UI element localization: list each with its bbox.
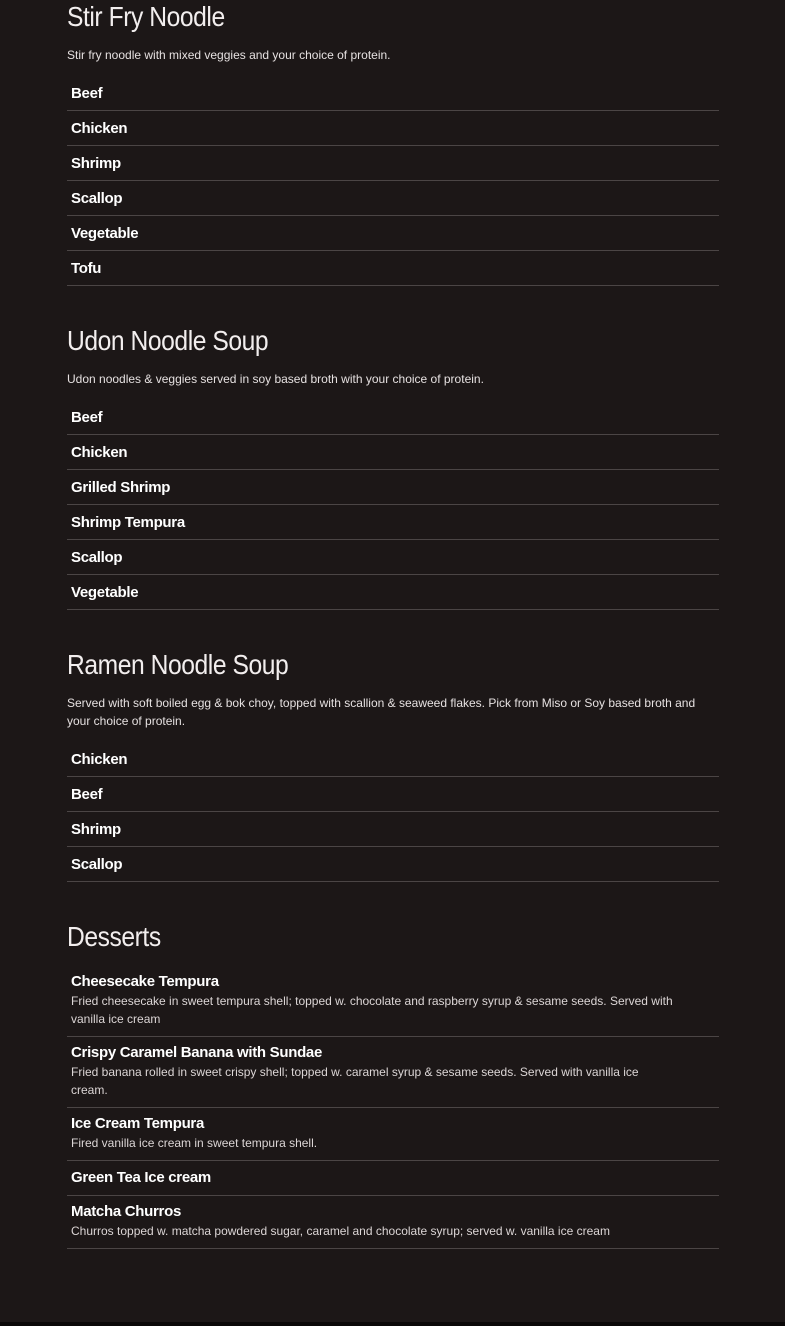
section-title: Udon Noodle Soup	[67, 325, 269, 356]
section-description: Udon noodles & veggies served in soy based broth with your choice of protein.	[67, 372, 484, 386]
item-name: Matcha Churros	[71, 1203, 181, 1220]
item-name: Scallop	[71, 549, 123, 566]
section-title: Desserts	[67, 921, 161, 952]
section-ramen-noodle-soup	[67, 648, 719, 882]
item-name: Shrimp	[71, 821, 121, 838]
menu-item[interactable]	[67, 575, 719, 610]
menu-item[interactable]	[67, 216, 719, 251]
item-description: Fried cheesecake in sweet tempura shell; topped w. chocolate and raspberry syrup & sesame seeds. Served with vanilla ice cream	[71, 994, 673, 1026]
menu-item[interactable]	[67, 146, 719, 181]
section-udon-noodle-soup	[67, 324, 719, 610]
item-list	[67, 966, 719, 1249]
item-description: Fired vanilla ice cream in sweet tempura shell.	[71, 1136, 318, 1150]
item-name: Crispy Caramel Banana with Sundae	[71, 1044, 323, 1061]
item-description: Fried banana rolled in sweet crispy shell; topped w. caramel syrup & sesame seeds. Served with vanilla ice cream.	[71, 1065, 639, 1097]
menu-item[interactable]	[67, 812, 719, 847]
section-stir-fry-noodle	[67, 0, 719, 286]
item-name: Vegetable	[71, 584, 139, 601]
menu-item[interactable]	[67, 181, 719, 216]
item-name: Cheesecake Tempura	[71, 973, 219, 990]
item-name: Beef	[71, 85, 103, 102]
item-name: Scallop	[71, 190, 123, 207]
item-name: Beef	[71, 409, 103, 426]
item-list	[67, 742, 719, 882]
menu-item[interactable]	[67, 1161, 719, 1196]
menu-item[interactable]	[67, 435, 719, 470]
item-name: Grilled Shrimp	[71, 479, 171, 496]
footer-bar	[0, 1322, 785, 1326]
menu-item[interactable]	[67, 251, 719, 286]
menu-item[interactable]	[67, 1037, 719, 1108]
section-title: Stir Fry Noodle	[67, 1, 225, 32]
item-name: Ice Cream Tempura	[71, 1115, 205, 1132]
item-name: Beef	[71, 786, 103, 803]
item-name: Shrimp Tempura	[71, 514, 185, 531]
item-name: Chicken	[71, 444, 128, 461]
item-name: Vegetable	[71, 225, 139, 242]
item-name: Chicken	[71, 751, 128, 768]
section-description: Served with soft boiled egg & bok choy, topped with scallion & seaweed flakes. Pick from Miso or Soy based broth and your choice of protein.	[67, 696, 696, 728]
menu-item[interactable]	[67, 505, 719, 540]
menu-item[interactable]	[67, 470, 719, 505]
menu-item[interactable]	[67, 777, 719, 812]
menu-item[interactable]	[67, 966, 719, 1037]
item-name: Chicken	[71, 120, 128, 137]
menu-item[interactable]	[67, 540, 719, 575]
menu-item[interactable]	[67, 847, 719, 882]
section-description: Stir fry noodle with mixed veggies and your choice of protein.	[67, 48, 391, 62]
item-list	[67, 400, 719, 610]
menu-item[interactable]	[67, 76, 719, 111]
menu-item[interactable]	[67, 111, 719, 146]
item-name: Shrimp	[71, 155, 121, 172]
section-title: Ramen Noodle Soup	[67, 649, 289, 680]
item-description: Churros topped w. matcha powdered sugar, caramel and chocolate syrup; served w. vanilla ice cream	[71, 1224, 610, 1238]
menu-item[interactable]	[67, 1196, 719, 1249]
item-name: Scallop	[71, 856, 123, 873]
item-name: Green Tea Ice cream	[71, 1169, 211, 1186]
section-desserts	[67, 920, 719, 1249]
menu-item[interactable]	[67, 400, 719, 435]
item-list	[67, 76, 719, 286]
menu-item[interactable]	[67, 1108, 719, 1161]
item-name: Tofu	[71, 260, 102, 277]
menu-item[interactable]	[67, 742, 719, 777]
